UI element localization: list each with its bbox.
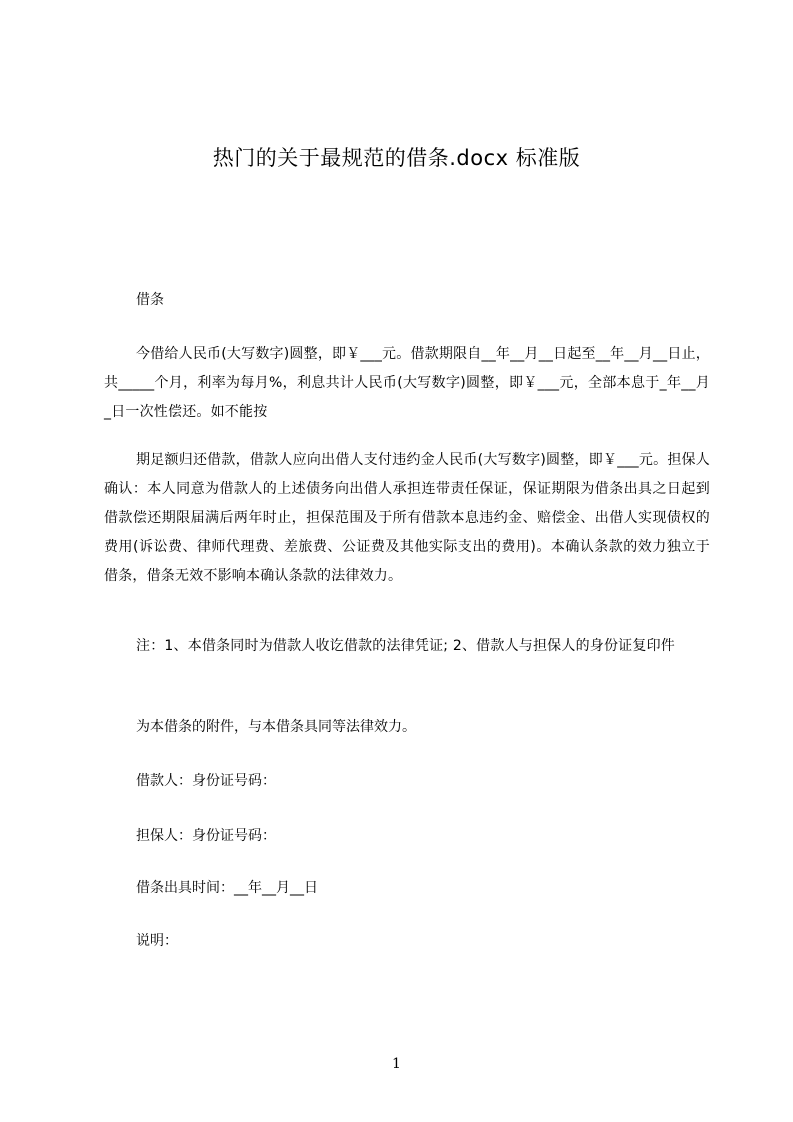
body-paragraph-note: 注：1、本借条同时为借款人收讫借款的法律凭证; 2、借款人与担保人的身份证复印件 xyxy=(136,638,675,654)
explanation-label: 说明： xyxy=(136,933,178,949)
body-paragraph-loan-terms: 今借给人民币(大写数字)圆整，即￥___元。借款期限自__年__月__日起至__年__月__日止，共_____个月，利率为每月%，利息共计人民币(大写数字)圆整，即￥___元，全部本息于_年__月_日一次性偿还。如不能按 xyxy=(104,346,710,420)
document-title: 热门的关于最规范的借条.docx 标准版 xyxy=(212,146,581,170)
issue-date-line: 借条出具时间：__年__月__日 xyxy=(136,880,318,896)
body-paragraph-guarantee: 期足额归还借款，借款人应向出借人支付违约金人民币(大写数字)圆整，即￥___元。担保人确认：本人同意为借款人的上述债务向出借人承担连带责任保证，保证期限为借条出具之日起到借款偿还期限届满后两年时止，担保范围及于所有借款本息违约金、赔偿金、出借人实现债权的费用(诉讼费、律师代理费、差旅费、公证费及其他实际支出的费用)。本确认条款的效力独立于借条，借条无效不影响本确认条款的法律效力。 xyxy=(104,452,710,584)
borrower-id-line: 借款人：身份证号码： xyxy=(136,773,276,789)
note-continuation-line: 为本借条的附件，与本借条具同等法律效力。 xyxy=(136,719,416,735)
section-heading: 借条 xyxy=(136,292,164,308)
guarantor-id-line: 担保人：身份证号码： xyxy=(136,828,276,844)
page-number: 1 xyxy=(392,1056,401,1072)
